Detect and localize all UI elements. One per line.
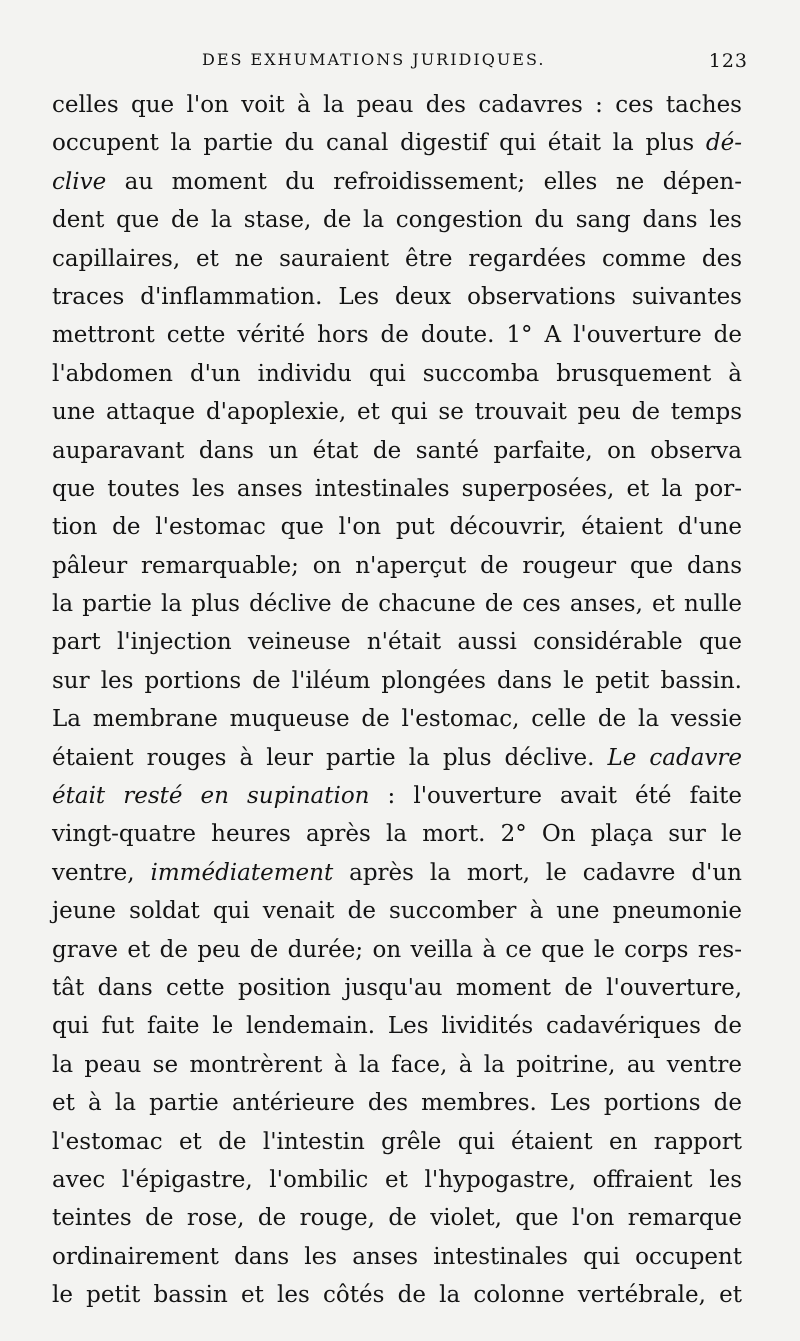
- text-segment: après la mort, le cadavre d'un: [333, 859, 742, 886]
- text-line: [52, 1084, 742, 1122]
- italic-text: était resté en supination: [52, 783, 370, 810]
- text-segment: l'abdomen d'un individu qui succomba brusquement à: [52, 360, 742, 387]
- text-line: [52, 201, 742, 239]
- text-segment: tât dans cette position jusqu'au moment de l'ouverture,: [52, 974, 742, 1001]
- text-segment: étaient rouges à leur partie la plus déclive.: [52, 744, 608, 771]
- text-line: [52, 163, 742, 201]
- text-segment: qui fut faite le lendemain. Les lividités cadavériques de: [52, 1013, 742, 1040]
- text-segment: et à la partie antérieure des membres. Les portions de: [52, 1090, 742, 1117]
- text-segment: ventre,: [52, 859, 151, 886]
- text-segment: jeune soldat qui venait de succomber à une pneumonie: [52, 898, 742, 925]
- text-line: [52, 1123, 742, 1161]
- text-segment: celles que l'on voit à la peau des cadavres : ces taches: [52, 92, 742, 118]
- text-line: [52, 854, 742, 892]
- text-segment: part l'injection veineuse n'était aussi considérable que: [52, 629, 742, 656]
- italic-text: immédiatement: [150, 859, 334, 886]
- text-segment: sur les portions de l'iléum plongées dans le petit bassin.: [52, 667, 742, 694]
- italic-text: clive: [52, 168, 107, 195]
- text-segment: teintes de rose, de rouge, de violet, que l'on remarque: [52, 1205, 742, 1232]
- text-segment: l'estomac et de l'intestin grêle qui étaient en rapport: [52, 1128, 742, 1155]
- text-line: [52, 316, 742, 354]
- running-head: DES EXHUMATIONS JURIDIQUES.: [202, 50, 546, 69]
- text-line: [52, 1276, 742, 1314]
- text-segment: au moment du refroidissement; elles ne dépen-: [106, 168, 742, 195]
- text-segment: la peau se montrèrent à la face, à la poitrine, au ventre: [52, 1051, 742, 1078]
- text-segment: auparavant dans un état de santé parfaite, on observa: [52, 437, 742, 464]
- text-line: [52, 815, 742, 853]
- text-segment: mettront cette vérité hors de doute. 1° A l'ouverture de: [52, 322, 742, 349]
- text-segment: dent que de la stase, de la congestion du sang dans les: [52, 207, 742, 234]
- text-segment: capillaires, et ne sauraient être regardées comme des: [52, 245, 742, 272]
- italic-text: dé-: [705, 130, 742, 157]
- text-line: [52, 777, 742, 815]
- text-line: [52, 700, 742, 738]
- text-line: [52, 585, 742, 623]
- text-line: [52, 124, 742, 162]
- text-segment: traces d'inflammation. Les deux observations suivantes: [52, 283, 742, 310]
- text-segment: une attaque d'apoplexie, et qui se trouvait peu de temps: [52, 399, 742, 426]
- text-segment: : l'ouverture avait été faite: [369, 783, 742, 810]
- text-segment: occupent la partie du canal digestif qui était la plus: [52, 130, 706, 157]
- text-segment: la partie la plus déclive de chacune de ces anses, et nulle: [52, 591, 742, 618]
- text-segment: avec l'épigastre, l'ombilic et l'hypogastre, offraient les: [52, 1166, 742, 1193]
- text-line: [52, 1007, 742, 1045]
- text-line: [52, 623, 742, 661]
- text-line: [52, 931, 742, 969]
- text-segment: La membrane muqueuse de l'estomac, celle de la vessie: [52, 706, 742, 733]
- text-line: [52, 892, 742, 930]
- text-line: [52, 86, 742, 124]
- text-line: [52, 969, 742, 1007]
- page-header: [52, 48, 752, 78]
- text-line: [52, 278, 742, 316]
- italic-text: Le cadavre: [607, 744, 743, 771]
- text-line: [52, 432, 742, 470]
- text-segment: pâleur remarquable; on n'aperçut de rougeur que dans: [52, 552, 742, 579]
- text-segment: ordinairement dans les anses intestinales qui occupent: [52, 1243, 742, 1270]
- text-line: [52, 547, 742, 585]
- text-line: [52, 240, 742, 278]
- text-line: [52, 1238, 742, 1276]
- text-line: [52, 393, 742, 431]
- body-text: [52, 86, 742, 1315]
- text-line: [52, 1161, 742, 1199]
- text-segment: que toutes les anses intestinales superposées, et la por-: [52, 475, 742, 502]
- text-segment: le petit bassin et les côtés de la colonne vertébrale, et: [52, 1282, 742, 1309]
- text-segment: tion de l'estomac que l'on put découvrir, étaient d'une: [52, 514, 742, 541]
- text-line: [52, 662, 742, 700]
- text-line: [52, 470, 742, 508]
- page-number: 123: [708, 50, 748, 72]
- text-line: [52, 355, 742, 393]
- text-line: [52, 508, 742, 546]
- text-line: [52, 1046, 742, 1084]
- text-line: [52, 739, 742, 777]
- text-segment: grave et de peu de durée; on veilla à ce que le corps res-: [52, 936, 742, 963]
- text-segment: vingt-quatre heures après la mort. 2° On plaça sur le: [52, 821, 742, 848]
- text-line: [52, 1199, 742, 1237]
